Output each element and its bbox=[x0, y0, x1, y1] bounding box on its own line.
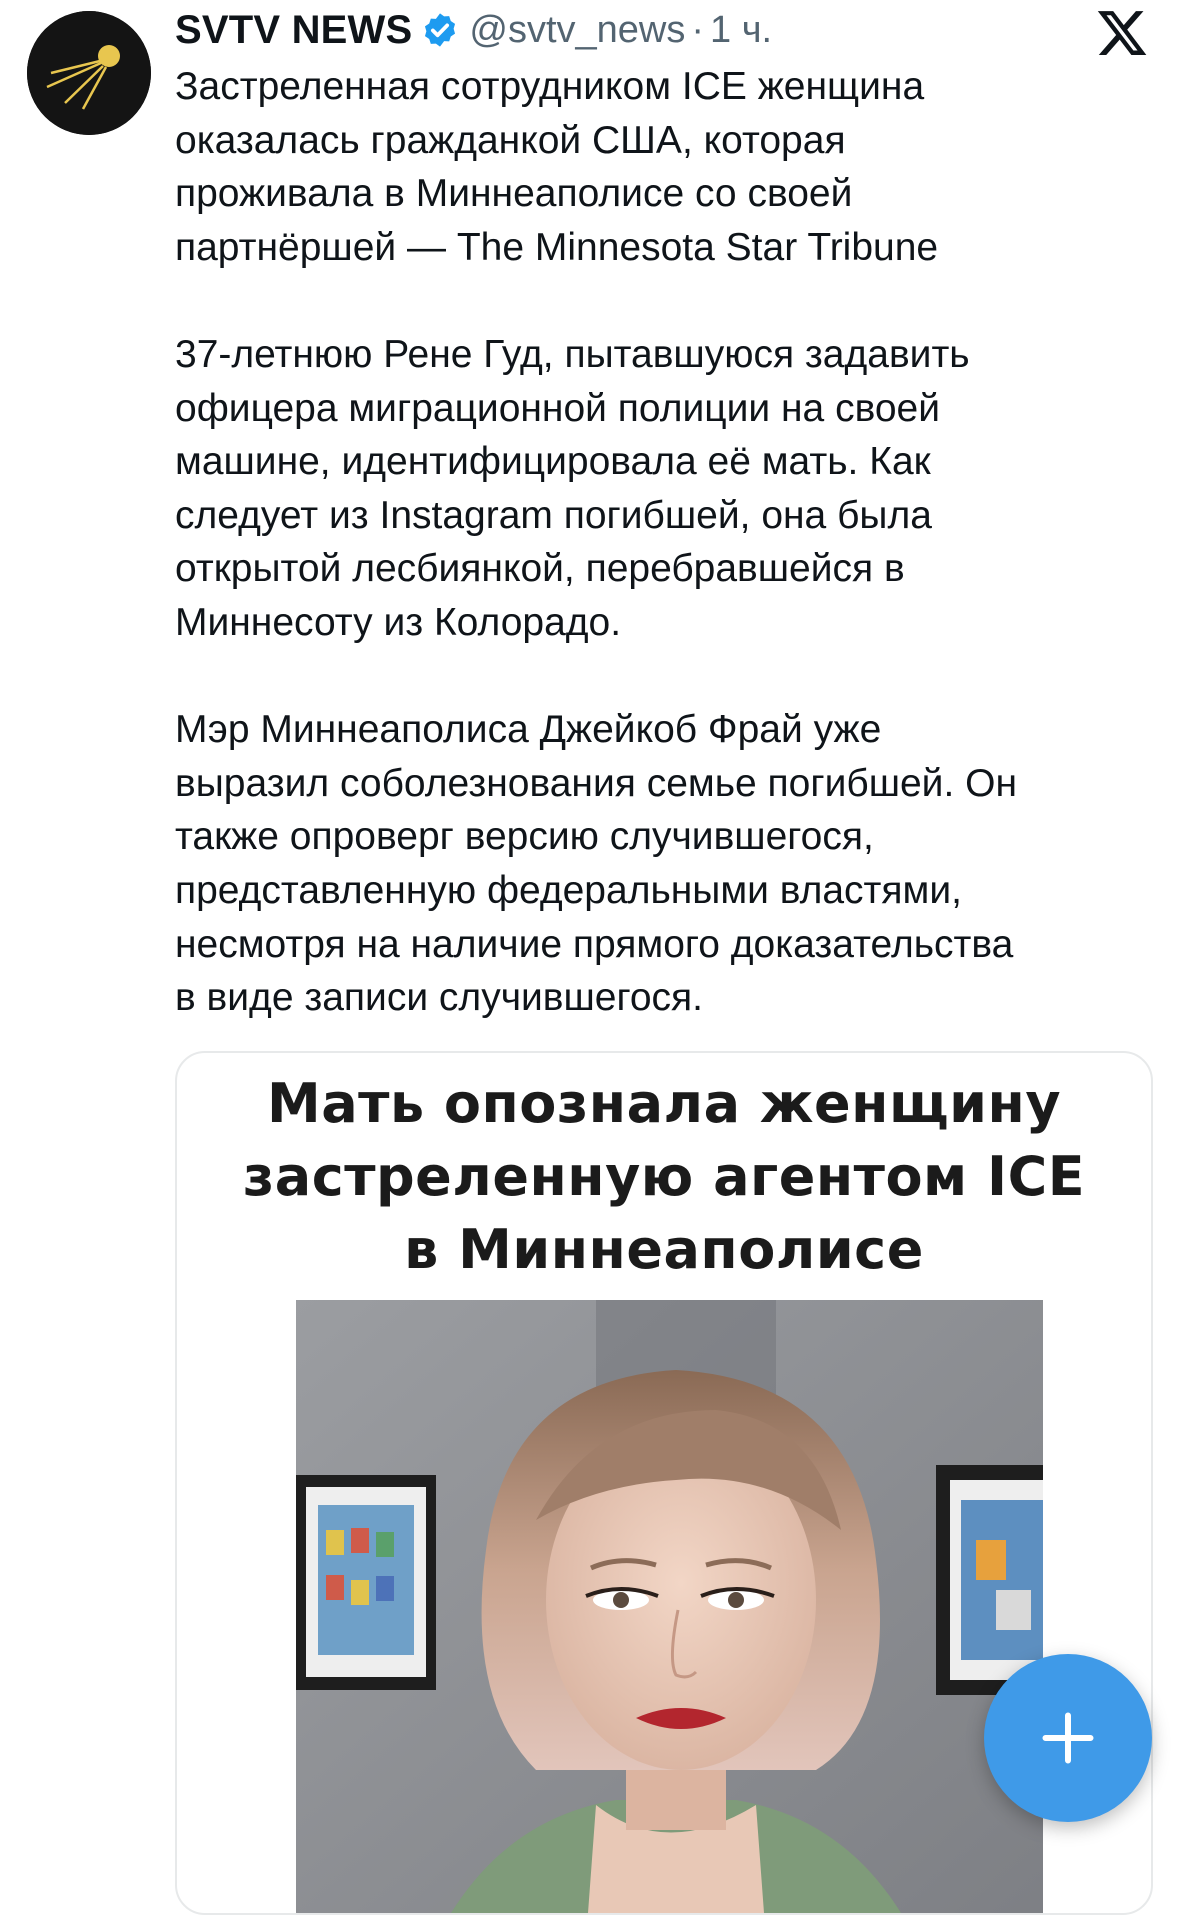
media-headline bbox=[177, 1067, 1151, 1286]
display-name[interactable]: SVTV NEWS bbox=[175, 7, 413, 52]
media-headline-line: застреленную агентом ICE bbox=[242, 1145, 1086, 1208]
compose-button[interactable] bbox=[984, 1654, 1152, 1822]
tweet-header bbox=[175, 6, 772, 54]
avatar[interactable] bbox=[27, 11, 151, 135]
tweet-paragraph: 37-летнюю Рене Гуд, пытавшуюся задавить офицера миграционной полиции на своей машине, идентифицировала её мать. Как следует из Instagram погибшей, она была открытой лесбиянкой, перебравшейся в Миннесоту из Колорадо. bbox=[175, 332, 970, 644]
tweet-text bbox=[175, 60, 1165, 1025]
separator-dot: · bbox=[691, 8, 705, 51]
portrait-image bbox=[296, 1300, 1043, 1915]
tweet-paragraph: Застреленная сотрудником ICE женщина оказалась гражданкой США, которая проживала в Миннеаполисе со своей партнёршей — The Minnesota Star Tribune bbox=[175, 65, 939, 269]
plus-icon bbox=[1038, 1708, 1098, 1768]
author-handle[interactable]: @svtv_news bbox=[469, 8, 686, 51]
verified-badge-icon[interactable] bbox=[421, 11, 459, 49]
media-headline-line: Мать опознала женщину bbox=[266, 1072, 1062, 1135]
timestamp[interactable]: 1 ч. bbox=[710, 8, 773, 51]
media-photo[interactable] bbox=[296, 1300, 1043, 1915]
media-headline-line: в Миннеаполисе bbox=[404, 1218, 924, 1281]
sputnik-logo-icon bbox=[27, 11, 151, 135]
tweet-paragraph: Мэр Миннеаполиса Джейкоб Фрай уже выразил соболезнования семье погибшей. Он также опроверг версию случившегося, представленную федеральными властями, несмотря на наличие прямого доказательства в виде записи случившегося. bbox=[175, 708, 1018, 1020]
x-logo-icon[interactable] bbox=[1095, 6, 1149, 60]
